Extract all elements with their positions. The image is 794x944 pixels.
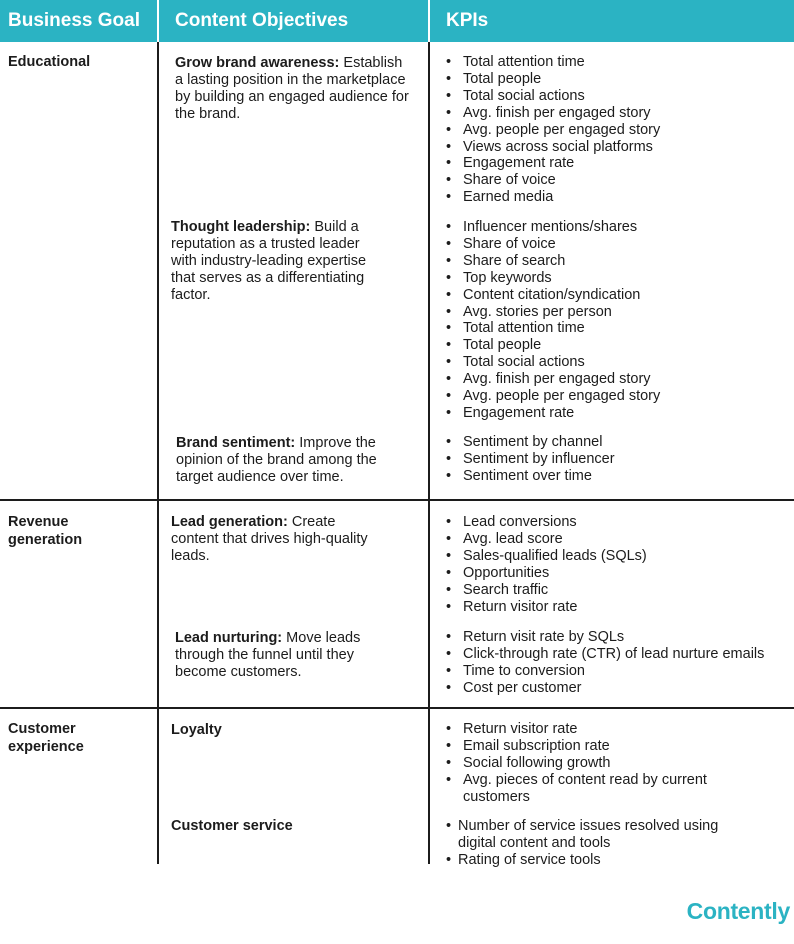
header-content-objectives: Content Objectives	[175, 10, 349, 31]
objective-title: Lead nurturing:	[175, 630, 283, 646]
kpi-item: • Total people	[446, 71, 660, 88]
kpi-item: • Share of voice	[446, 236, 660, 253]
kpi-item: • Cost per customer	[446, 680, 764, 697]
objective-title: Brand sentiment:	[176, 435, 296, 451]
objective-text: Establish a lasting position in the marketplace by building an engaged audience for the brand.	[175, 55, 409, 122]
kpi-item: • Earned media	[446, 189, 660, 206]
kpi-item: • Opportunities	[446, 565, 647, 582]
kpi-item: • Total social actions	[446, 354, 660, 371]
kpi-item: • Sales-qualified leads (SQLs)	[446, 548, 647, 565]
goal-revenue-generation: Revenue generation	[8, 514, 83, 548]
kpi-item: • Total people	[446, 337, 660, 354]
table-header	[0, 0, 794, 42]
kpi-list-lead-generation	[446, 514, 647, 615]
kpi-item: • Content citation/syndication	[446, 287, 660, 304]
objective-title: Grow brand awareness:	[175, 55, 340, 71]
objective-loyalty	[171, 722, 421, 739]
kpi-item: • Top keywords	[446, 270, 660, 287]
kpi-item: • Views across social platforms	[446, 139, 660, 156]
kpi-item: • Sentiment by influencer	[446, 451, 615, 468]
goal-customer-experience: Customer experience	[8, 721, 84, 755]
kpi-item: • Number of service issues resolved using digital content and tools	[446, 818, 756, 852]
kpi-item: • Influencer mentions/shares	[446, 219, 660, 236]
kpi-list-lead-nurturing	[446, 629, 764, 697]
header-separator	[157, 0, 159, 42]
kpi-item: • Total social actions	[446, 88, 660, 105]
kpi-list-grow-brand-awareness	[446, 54, 660, 206]
row-divider	[0, 499, 794, 501]
kpi-list-loyalty	[446, 721, 746, 806]
kpi-item: • Sentiment by channel	[446, 434, 615, 451]
kpi-item: • Avg. pieces of content read by current customers	[446, 772, 746, 806]
kpi-item: • Avg. finish per engaged story	[446, 105, 660, 122]
kpi-item: • Sentiment over time	[446, 468, 615, 485]
objective-lead-nurturing	[175, 630, 400, 681]
header-kpis: KPIs	[446, 10, 489, 31]
objective-text: Build a reputation as a trusted leader with industry-leading expertise that serves as a differentiating factor.	[171, 219, 367, 303]
kpi-item: • Total attention time	[446, 320, 660, 337]
kpi-item: • Lead conversions	[446, 514, 647, 531]
column-divider	[428, 42, 430, 864]
objective-title: Thought leadership:	[171, 219, 311, 235]
kpi-item: • Social following growth	[446, 755, 746, 772]
goal-educational: Educational	[8, 54, 91, 70]
kpi-item: • Return visitor rate	[446, 721, 746, 738]
kpi-item: • Click-through rate (CTR) of lead nurture emails	[446, 646, 764, 663]
objective-title: Customer service	[171, 818, 293, 834]
kpi-item: • Email subscription rate	[446, 738, 746, 755]
kpi-item: • Avg. people per engaged story	[446, 388, 660, 405]
kpi-item: • Engagement rate	[446, 155, 660, 172]
objective-title: Lead generation:	[171, 514, 288, 530]
objective-grow-brand-awareness	[175, 55, 410, 123]
objective-text: Create content that drives high-quality leads.	[171, 514, 368, 564]
kpi-item: • Rating of service tools	[446, 852, 756, 869]
contently-logo: Contently	[686, 898, 790, 924]
objective-customer-service	[171, 818, 421, 835]
kpi-list-brand-sentiment	[446, 434, 615, 485]
kpi-item: • Engagement rate	[446, 405, 660, 422]
objective-text: Move leads through the funnel until they become customers.	[175, 630, 361, 680]
objective-title: Loyalty	[171, 722, 222, 738]
objective-text: Improve the opinion of the brand among the target audience over time.	[176, 435, 377, 485]
kpi-list-thought-leadership	[446, 219, 660, 422]
kpi-item: • Avg. stories per person	[446, 304, 660, 321]
header-business-goal: Business Goal	[8, 10, 140, 31]
column-divider	[157, 42, 159, 864]
kpi-item: • Share of voice	[446, 172, 660, 189]
kpi-item: • Return visitor rate	[446, 599, 647, 616]
kpi-item: • Share of search	[446, 253, 660, 270]
objective-lead-generation	[171, 514, 381, 565]
kpi-item: • Avg. lead score	[446, 531, 647, 548]
kpi-item: • Return visit rate by SQLs	[446, 629, 764, 646]
kpi-item: • Time to conversion	[446, 663, 764, 680]
kpi-list-customer-service	[446, 818, 756, 869]
objective-brand-sentiment	[176, 435, 416, 486]
header-separator	[428, 0, 430, 42]
kpi-item: • Search traffic	[446, 582, 647, 599]
kpi-item: • Avg. people per engaged story	[446, 122, 660, 139]
objective-thought-leadership	[171, 219, 386, 304]
kpi-item: • Total attention time	[446, 54, 660, 71]
row-divider	[0, 707, 794, 709]
kpi-item: • Avg. finish per engaged story	[446, 371, 660, 388]
